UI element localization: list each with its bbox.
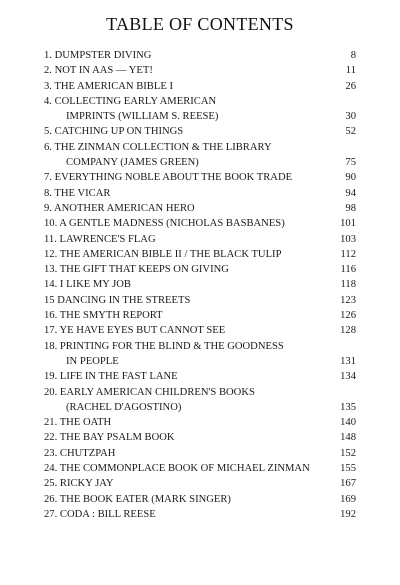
toc-entry-title: IN PEOPLE — [66, 355, 119, 367]
toc-entry-page: 128 — [340, 325, 356, 337]
toc-entry — [44, 293, 356, 308]
toc-entry — [44, 277, 356, 292]
toc-entry-title: 13. THE GIFT THAT KEEPS ON GIVING — [44, 264, 229, 276]
toc-entry — [44, 216, 356, 231]
toc-entry-page: 11 — [345, 65, 356, 77]
toc-entry-page: 118 — [340, 279, 356, 291]
toc-entry-page: 52 — [345, 126, 356, 138]
toc-entry-page: 134 — [340, 371, 356, 383]
toc-entry-title: 20. EARLY AMERICAN CHILDREN'S BOOKS — [44, 386, 255, 398]
toc-entry — [44, 48, 356, 63]
toc-entry-title: 19. LIFE IN THE FAST LANE — [44, 371, 178, 383]
toc-entry — [44, 308, 356, 323]
toc-entry-title: 10. A GENTLE MADNESS (NICHOLAS BASBANES) — [44, 218, 285, 230]
toc-entry-page: 94 — [345, 187, 356, 199]
toc-entry-title: IMPRINTS (WILLIAM S. REESE) — [66, 111, 219, 123]
toc-entry-title: 9. ANOTHER AMERICAN HERO — [44, 202, 195, 214]
toc-entry — [44, 186, 356, 201]
toc-entry-title: 5. CATCHING UP ON THINGS — [44, 126, 184, 138]
toc-entry-title: COMPANY (JAMES GREEN) — [66, 157, 199, 169]
toc-entry-title: 14. I LIKE MY JOB — [44, 279, 131, 291]
toc-entry-page: 123 — [340, 294, 356, 306]
toc-entry — [44, 94, 356, 109]
toc-entry-page: 169 — [340, 493, 356, 505]
toc-entry-page: 8 — [350, 50, 356, 61]
toc-entry — [44, 323, 356, 338]
toc-entry-title: 4. COLLECTING EARLY AMERICAN — [44, 95, 217, 107]
toc-entry-title: 15 DANCING IN THE STREETS — [44, 294, 191, 306]
toc-entry — [44, 354, 356, 369]
toc-entry — [44, 201, 356, 216]
toc-entry-page: 90 — [345, 172, 356, 184]
toc-entry — [44, 155, 356, 170]
toc-entry — [44, 170, 356, 185]
toc-entry-title: 21. THE OATH — [44, 417, 112, 429]
toc-entry — [44, 415, 356, 430]
toc-entry-title: 8. THE VICAR — [44, 187, 111, 199]
toc-entry-page: 103 — [340, 233, 356, 245]
toc-entry-title: 7. EVERYTHING NOBLE ABOUT THE BOOK TRADE — [44, 172, 293, 184]
toc-entry — [44, 430, 356, 445]
toc-entry — [44, 507, 356, 522]
toc-entry-title: 2. NOT IN AAS — YET! — [44, 65, 153, 77]
toc-entry — [44, 79, 356, 94]
toc-entry-title: 3. THE AMERICAN BIBLE I — [44, 80, 173, 92]
toc-entry-title: 26. THE BOOK EATER (MARK SINGER) — [44, 493, 231, 505]
toc-entry-page: 101 — [340, 218, 356, 230]
page-title: TABLE OF CONTENTS — [106, 14, 294, 34]
toc-entry-title: 23. CHUTZPAH — [44, 447, 116, 459]
toc-entry-title: 17. YE HAVE EYES BUT CANNOT SEE — [44, 325, 226, 337]
toc-entry-page: 98 — [345, 202, 356, 214]
toc-entry-title: 25. RICKY JAY — [44, 478, 114, 490]
toc-entry — [44, 492, 356, 507]
toc-list — [44, 48, 356, 522]
toc-entry-page: 116 — [340, 264, 356, 276]
toc-entry-title: 12. THE AMERICAN BIBLE II / THE BLACK TULIP — [44, 248, 282, 260]
toc-entry-title: (RACHEL D'AGOSTINO) — [66, 401, 182, 413]
toc-entry-page: 75 — [345, 157, 356, 169]
toc-entry — [44, 446, 356, 461]
toc-entry — [44, 140, 356, 155]
toc-entry-title: 11. LAWRENCE'S FLAG — [44, 233, 156, 245]
toc-entry-page: 135 — [340, 401, 356, 413]
toc-entry-page: 140 — [340, 417, 356, 429]
toc-entry-page: 152 — [340, 447, 356, 459]
toc-entry-title: 18. PRINTING FOR THE BLIND & THE GOODNESS — [44, 340, 284, 352]
toc-entry-page: 30 — [345, 111, 356, 123]
toc-entry-page: 126 — [340, 310, 356, 322]
toc-entry-title: 22. THE BAY PSALM BOOK — [44, 432, 175, 444]
toc-entry-title: 6. THE ZINMAN COLLECTION & THE LIBRARY — [44, 141, 272, 153]
toc-entry — [44, 400, 356, 415]
toc-entry-title: 16. THE SMYTH REPORT — [44, 310, 163, 322]
toc-entry-title: 27. CODA : BILL REESE — [44, 508, 156, 520]
toc-entry-page: 131 — [340, 355, 356, 367]
toc-entry — [44, 369, 356, 384]
toc-entry-page: 192 — [340, 508, 356, 520]
toc-entry-title: 1. DUMPSTER DIVING — [44, 50, 152, 61]
toc-entry-page: 26 — [345, 80, 356, 92]
toc-entry — [44, 385, 356, 400]
toc-entry-page: 167 — [340, 478, 356, 490]
toc-entry — [44, 476, 356, 491]
toc-entry — [44, 109, 356, 124]
toc-entry — [44, 63, 356, 78]
toc-entry — [44, 247, 356, 262]
toc-entry — [44, 232, 356, 247]
toc-entry-page: 112 — [340, 248, 356, 260]
toc-entry-page: 148 — [340, 432, 356, 444]
toc-entry-title: 24. THE COMMONPLACE BOOK OF MICHAEL ZINMAN — [44, 463, 310, 475]
toc-entry — [44, 262, 356, 277]
toc-entry-page: 155 — [340, 463, 356, 475]
toc-entry — [44, 124, 356, 139]
toc-entry — [44, 461, 356, 476]
toc-entry — [44, 339, 356, 354]
